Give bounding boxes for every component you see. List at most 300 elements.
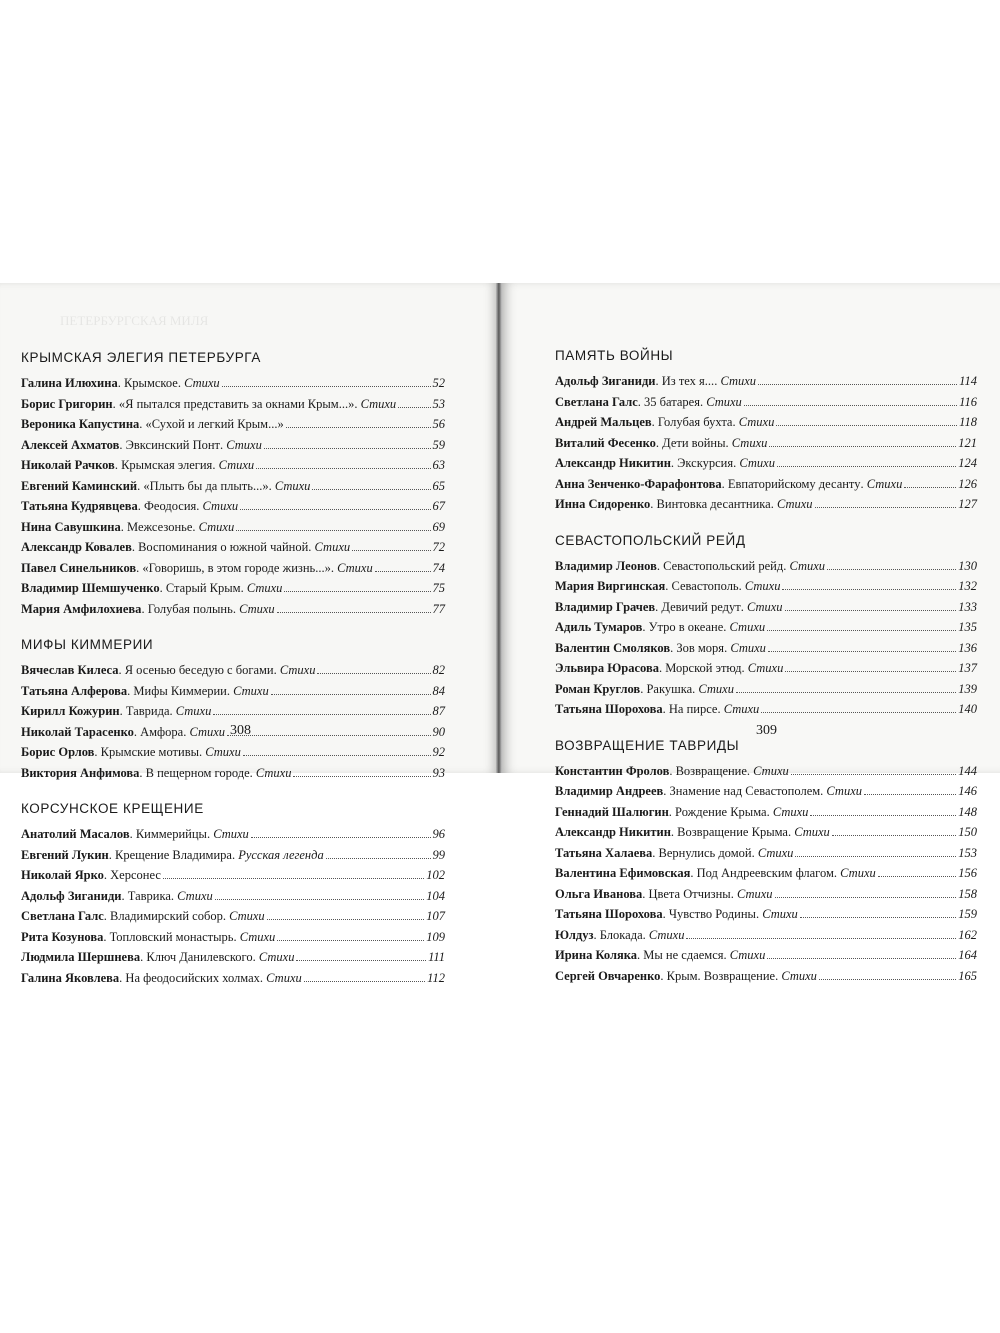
entry-title: Эвксинский Понт (125, 437, 221, 452)
dot-leader (251, 837, 431, 838)
entry-page-number: 159 (958, 907, 977, 921)
page-number-right: 309 (756, 723, 777, 738)
entry-genre: Стихи (258, 950, 295, 964)
toc-section (21, 800, 445, 991)
dot-leader (815, 507, 957, 508)
dot-leader (827, 569, 956, 570)
entry-title: Владимирский собор (110, 909, 223, 923)
entry-title: «Плыть бы да плыть...» (143, 478, 269, 493)
dot-leader (776, 425, 957, 426)
entry-genre: Стихи (266, 970, 302, 985)
entry-author: Константин Фролов (555, 763, 670, 778)
entry-title: Мы не сдаемся (643, 948, 724, 962)
entry-author: Алексей Ахматов (21, 437, 120, 452)
entry-title: Рождение Крыма (675, 804, 767, 819)
entry-genre: Стихи (866, 476, 903, 491)
dot-leader (767, 958, 956, 959)
entry-author: Ирина Коляка (555, 948, 638, 962)
dot-leader (795, 856, 956, 857)
entry-page-number: 153 (958, 845, 977, 860)
entry-page-number: 133 (958, 599, 977, 614)
entry-page-number: 127 (958, 497, 977, 511)
entry-genre: Стихи (274, 478, 311, 493)
toc-entry: Мария Виргинская . Севастополь . Стихи 132 (555, 579, 977, 593)
entry-genre: Стихи (337, 560, 373, 575)
toc-entry: Адольф Зиганиди . Таврика . Стихи 104 (21, 888, 445, 903)
dot-leader (293, 776, 430, 777)
entry-page-number: 118 (959, 415, 977, 429)
dot-leader (326, 858, 431, 859)
toc-entry: Виталий Фесенко . Дети войны . Стихи 121 (555, 435, 977, 450)
toc-entry: Андрей Мальцев . Голубая бухта . Стихи 118 (555, 415, 977, 429)
toc-entry: Ирина Коляка . Мы не сдаемся . Стихи 164 (555, 948, 977, 962)
entry-genre: Русская легенда (238, 847, 324, 862)
toc-section (555, 532, 977, 723)
entry-genre: Стихи (826, 784, 862, 798)
entry-title: Утро в океане (648, 620, 724, 634)
entry-genre: Стихи (205, 745, 241, 759)
entry-genre: Стихи (189, 724, 226, 739)
entry-page-number: 139 (958, 681, 977, 696)
dot-leader (277, 612, 431, 613)
entry-author: Эльвира Юрасова (555, 661, 659, 675)
entry-genre: Стихи (218, 458, 255, 472)
entry-genre: Стихи (314, 540, 351, 554)
toc-section (555, 347, 977, 518)
toc-entry: Владимир Грачев . Девичий редут . Стихи 133 (555, 599, 977, 614)
toc-entry: Геннадий Шалюгин . Рождение Крыма . Стихи 148 (555, 804, 977, 819)
entry-author: Адиль Тумаров (555, 620, 643, 634)
entry-page-number: 144 (958, 763, 977, 778)
entry-title: Евпаторийскому десанту (727, 476, 861, 491)
entry-author: Анатолий Масалов (21, 827, 130, 841)
entry-author: Галина Илюхина (21, 376, 118, 390)
section-title: СЕВАСТОПОЛЬСКИЙ РЕЙД (555, 532, 746, 548)
entry-title: Таврида (125, 704, 170, 718)
entry-author: Нина Савушкина (21, 519, 121, 534)
dot-leader (819, 979, 956, 980)
dot-leader (782, 589, 956, 590)
entry-page-number: 77 (432, 601, 445, 616)
entry-genre: Стихи (840, 866, 876, 880)
entry-genre: Стихи (729, 620, 766, 634)
dot-leader (878, 876, 957, 877)
entry-page-number: 137 (958, 661, 977, 675)
entry-genre: Стихи (746, 599, 783, 614)
entry-author: Александр Никитин (555, 825, 671, 839)
book-spread (0, 283, 1000, 985)
toc-entry: Татьяна Шорохова . Чувство Родины . Стихи 159 (555, 907, 977, 921)
entry-author: Татьяна Алферова (21, 683, 128, 698)
entry-author: Мария Виргинская (555, 579, 666, 593)
entry-page-number: 84 (432, 683, 445, 698)
toc-entry: Николай Ярко . Херсонес 102 (21, 868, 445, 882)
entry-title: Крымская элегия (121, 458, 213, 472)
entry-author: Павел Синельников (21, 560, 137, 575)
toc-entry: Владимир Леонов . Севастопольский рейд . Стихи 130 (555, 558, 977, 573)
entry-page-number: 63 (432, 458, 445, 472)
entry-genre: Стихи (213, 827, 249, 841)
entry-author: Борис Григорин (21, 396, 113, 411)
entry-genre: Стихи (736, 886, 773, 901)
entry-author: Виктория Анфимова (21, 765, 140, 780)
dot-leader (227, 735, 430, 736)
entry-page-number: 69 (432, 519, 445, 534)
section-title: ПАМЯТЬ ВОЙНЫ (555, 348, 674, 363)
entry-author: Людмила Шершнева (21, 950, 141, 964)
entry-page-number: 136 (958, 640, 977, 655)
dot-leader (243, 755, 431, 756)
dot-leader (213, 714, 430, 715)
entry-page-number: 52 (432, 376, 445, 390)
dot-leader (758, 384, 957, 385)
toc-entry: Борис Орлов . Крымские мотивы . Стихи 92 (21, 745, 445, 759)
dot-leader (904, 487, 956, 488)
entry-title: Киммерийцы (135, 827, 207, 841)
entry-genre: Стихи (184, 376, 220, 390)
dot-leader (398, 407, 430, 408)
entry-page-number: 53 (432, 396, 445, 411)
entry-title: Севастопольский рейд (663, 558, 784, 573)
toc-entry: Людмила Шершнева . Ключ Данилевского . Стихи 111 (21, 950, 445, 964)
entry-genre: Стихи (762, 907, 798, 921)
entry-genre: Стихи (723, 702, 760, 716)
entry-title: «Говоришь, в этом городе жизнь...» (142, 560, 331, 575)
entry-genre: Стихи (226, 437, 262, 452)
dot-leader (163, 878, 424, 879)
entry-author: Инна Сидоренко (555, 497, 651, 511)
entry-title: Херсонес (110, 868, 161, 882)
entry-author: Мария Амфилохиева (21, 601, 142, 616)
toc-entry: Николай Рачков . Крымская элегия . Стихи 63 (21, 458, 445, 472)
toc-entry: Александр Никитин . Возвращение Крыма . Стихи 150 (555, 825, 977, 839)
entry-page-number: 99 (432, 847, 445, 862)
toc-entry: Адиль Тумаров . Утро в океане . Стихи 135 (555, 620, 977, 634)
section-title: МИФЫ КИММЕРИИ (21, 637, 154, 652)
entry-title: «Я пытался представить за окнами Крым...» (118, 396, 355, 411)
toc-entry: Александр Ковалев . Воспоминания о южной чайной . Стихи 72 (21, 540, 445, 554)
dot-leader (800, 917, 956, 918)
entry-author: Владимир Грачев (555, 599, 656, 614)
entry-genre: Стихи (789, 558, 826, 573)
entry-page-number: 146 (958, 784, 977, 798)
entry-page-number: 72 (432, 540, 445, 554)
entry-title: Крымские мотивы (100, 745, 199, 759)
entry-page-number: 112 (427, 970, 445, 985)
toc-entry: Татьяна Кудрявцева . Феодосия . Стихи 67 (21, 499, 445, 513)
dot-leader (277, 940, 424, 941)
section-title: КОРСУНСКОЕ КРЕЩЕНИЕ (21, 801, 204, 816)
entry-title: Межсезонье (127, 519, 193, 534)
entry-page-number: 96 (432, 827, 445, 841)
dot-leader (832, 835, 956, 836)
entry-author: Вячеслав Килеса (21, 663, 119, 677)
toc-section (21, 636, 445, 786)
toc-entry: Галина Илюхина . Крымское . Стихи 52 (21, 376, 445, 390)
entry-genre: Стихи (747, 661, 784, 675)
entry-page-number: 156 (958, 866, 977, 880)
toc-entry: Сергей Овчаренко . Крым. Возвращение . Стихи 165 (555, 968, 977, 983)
entry-genre: Стихи (698, 681, 734, 696)
entry-title: В пещерном городе (145, 765, 250, 780)
entry-title: Винтовка десантника (656, 497, 771, 511)
entry-title: Крымское (123, 376, 178, 390)
toc-entry: Адольф Зиганиди . Из тех я... . Стихи 114 (555, 374, 977, 388)
toc-entry: Нина Савушкина . Межсезонье . Стихи 69 (21, 519, 445, 534)
entry-page-number: 135 (958, 620, 977, 634)
toc-entry: Валентина Ефимовская . Под Андреевским флагом . Стихи 156 (555, 866, 977, 880)
toc-entry: Рита Козунова . Топловский монастырь . Стихи 109 (21, 929, 445, 944)
dot-leader (767, 630, 956, 631)
entry-page-number: 65 (432, 478, 445, 493)
entry-title: Голубая полынь (147, 601, 233, 616)
dot-leader (240, 509, 430, 510)
entry-page-number: 90 (432, 724, 445, 739)
dot-leader (352, 550, 430, 551)
entry-author: Владимир Андреев (555, 784, 664, 798)
toc-entry: Владимир Андреев . Знамение над Севастополем . Стихи 146 (555, 784, 977, 798)
toc-entry: Вячеслав Килеса . Я осенью беседую с богами . Стихи 82 (21, 663, 445, 677)
entry-author: Роман Круглов (555, 681, 641, 696)
dot-leader (768, 651, 956, 652)
entry-page-number: 109 (426, 929, 445, 944)
entry-genre: Стихи (255, 765, 292, 780)
entry-author: Валентина Ефимовская (555, 866, 691, 880)
entry-title: Зов моря (676, 640, 725, 655)
dot-leader (236, 530, 430, 531)
entry-author: Валентин Смоляков (555, 640, 671, 655)
entry-page-number: 162 (958, 927, 977, 942)
entry-author: Владимир Леонов (555, 558, 657, 573)
entry-title: Крым. Возвращение (666, 968, 776, 983)
toc-entry: Роман Круглов . Ракушка . Стихи 139 (555, 681, 977, 696)
entry-author: Вероника Капустина (21, 417, 140, 431)
entry-author: Адольф Зиганиди (555, 374, 656, 388)
entry-title: Знамение над Севастополем (669, 784, 821, 798)
toc-entry: Борис Григорин . «Я пытался представить за окнами Крым...» . Стихи 53 (21, 396, 445, 411)
entry-genre: Стихи (739, 456, 775, 470)
entry-genre: Стихи (706, 394, 742, 409)
entry-genre: Стихи (776, 497, 813, 511)
entry-genre: Стихи (731, 435, 768, 450)
entry-page-number: 111 (428, 950, 445, 964)
entry-page-number: 150 (958, 825, 977, 839)
entry-title: Возвращение (675, 763, 747, 778)
toc-column-right (555, 347, 977, 1003)
entry-page-number: 130 (958, 558, 977, 573)
toc-entry: Юлдуз . Блокада . Стихи 162 (555, 927, 977, 942)
entry-title: Возвращение Крыма (677, 825, 788, 839)
entry-page-number: 158 (958, 886, 977, 901)
entry-title: «Сухой и легкий Крым...» (145, 417, 284, 431)
entry-genre: Стихи (730, 640, 766, 655)
toc-entry: Татьяна Шорохова . На пирсе . Стихи 140 (555, 702, 977, 716)
toc-entry: Анатолий Масалов . Киммерийцы . Стихи 96 (21, 827, 445, 841)
toc-entry: Виктория Анфимова . В пещерном городе . Стихи 93 (21, 765, 445, 780)
toc-entry: Валентин Смоляков . Зов моря . Стихи 136 (555, 640, 977, 655)
entry-author: Галина Яковлева (21, 970, 120, 985)
entry-genre: Стихи (175, 704, 212, 718)
entry-page-number: 75 (432, 581, 445, 595)
toc-entry: Николай Тарасенко . Амфора . Стихи 90 (21, 724, 445, 739)
toc-entry: Александр Никитин . Экскурсия . Стихи 124 (555, 456, 977, 470)
toc-section (555, 737, 977, 990)
entry-page-number: 165 (958, 968, 977, 983)
entry-title: На феодосийских холмах (125, 970, 260, 985)
entry-title: Воспоминания о южной чайной (138, 540, 309, 554)
entry-title: Блокада (599, 927, 643, 942)
dot-leader (769, 446, 956, 447)
dot-leader (791, 774, 956, 775)
entry-page-number: 104 (426, 888, 445, 903)
dot-leader (785, 671, 956, 672)
entry-title: Голубая бухта (657, 415, 733, 429)
entry-genre: Стихи (239, 601, 275, 616)
entry-author: Андрей Мальцев (555, 415, 652, 429)
entry-genre: Стихи (229, 909, 265, 923)
entry-title: Амфора (140, 724, 184, 739)
entry-page-number: 107 (426, 909, 445, 923)
toc-entry: Константин Фролов . Возвращение . Стихи 144 (555, 763, 977, 778)
entry-page-number: 114 (959, 374, 977, 388)
entry-title: Под Андреевским флагом (696, 866, 834, 880)
entry-genre: Стихи (279, 663, 316, 677)
entry-author: Анна Зенченко-Фарафонтова (555, 476, 722, 491)
toc-entry: Татьяна Алферова . Мифы Киммерии . Стихи 84 (21, 683, 445, 698)
toc-entry: Павел Синельников . «Говоришь, в этом городе жизнь...» . Стихи 74 (21, 560, 445, 575)
entry-page-number: 116 (959, 394, 977, 409)
entry-title: На пирсе (668, 702, 718, 716)
entry-page-number: 102 (426, 868, 445, 882)
entry-author: Адольф Зиганиди (21, 888, 122, 903)
section-title: ВОЗВРАЩЕНИЕ ТАВРИДЫ (555, 737, 740, 753)
entry-genre: Стихи (648, 927, 685, 942)
dot-leader (256, 468, 430, 469)
entry-page-number: 82 (432, 663, 445, 677)
entry-genre: Стихи (360, 396, 397, 411)
entry-page-number: 59 (432, 437, 445, 452)
entry-author: Евгений Лукин (21, 847, 109, 862)
entry-page-number: 93 (432, 765, 445, 780)
toc-entry: Инна Сидоренко . Винтовка десантника . Стихи 127 (555, 497, 977, 511)
toc-entry: Кирилл Кожурин . Таврида . Стихи 87 (21, 704, 445, 718)
dot-leader (864, 794, 956, 795)
entry-author: Борис Орлов (21, 745, 95, 759)
entry-genre: Стихи (198, 519, 235, 534)
dot-leader (284, 591, 430, 592)
section-title: КРЫМСКАЯ ЭЛЕГИЯ ПЕТЕРБУРГА (21, 350, 261, 365)
dot-leader (304, 981, 425, 982)
entry-author: Сергей Овчаренко (555, 968, 661, 983)
entry-title: Таврика (127, 888, 171, 903)
entry-title: 35 батарея (644, 394, 700, 409)
dot-leader (215, 899, 425, 900)
entry-genre: Стихи (794, 825, 830, 839)
toc-entry: Ольга Иванова . Цвета Отчизны . Стихи 158 (555, 886, 977, 901)
toc-entry: Галина Яковлева . На феодосийских холмах . Стихи 112 (21, 970, 445, 985)
dot-leader (777, 466, 956, 467)
dot-leader (744, 405, 957, 406)
dot-leader (686, 938, 956, 939)
entry-author: Светлана Галс (21, 909, 104, 923)
entry-author: Александр Никитин (555, 456, 671, 470)
dot-leader (810, 815, 956, 816)
entry-title: Севастополь (671, 579, 739, 593)
toc-entry: Вероника Капустина . «Сухой и легкий Крым...» 56 (21, 417, 445, 431)
dot-leader (286, 427, 431, 428)
dot-leader (264, 448, 431, 449)
entry-title: Дети войны (662, 435, 726, 450)
toc-entry: Владимир Шемшученко . Старый Крым . Стихи 75 (21, 581, 445, 595)
entry-author: Евгений Каминский (21, 478, 138, 493)
entry-author: Татьяна Шорохова (555, 907, 663, 921)
entry-genre: Стихи (753, 763, 789, 778)
entry-page-number: 67 (432, 499, 445, 513)
toc-entry: Алексей Ахматов . Эвксинский Понт . Стихи 59 (21, 437, 445, 452)
entry-author: Юлдуз (555, 927, 594, 942)
toc-entry: Светлана Галс . 35 батарея . Стихи 116 (555, 394, 977, 409)
entry-author: Николай Рачков (21, 458, 115, 472)
left-page (0, 283, 496, 985)
toc-entry: Мария Амфилохиева . Голубая полынь . Стихи 77 (21, 601, 445, 616)
entry-page-number: 132 (958, 579, 977, 593)
entry-author: Виталий Фесенко (555, 435, 656, 450)
entry-genre: Стихи (246, 581, 283, 595)
entry-page-number: 148 (958, 804, 977, 819)
entry-title: Топловский монастырь (109, 929, 234, 944)
entry-title: Вернулись домой (658, 845, 752, 860)
entry-author: Александр Ковалев (21, 540, 132, 554)
toc-entry: Анна Зенченко-Фарафонтова . Евпаторийскому десанту . Стихи 126 (555, 476, 977, 491)
toc-entry: Евгений Каминский . «Плыть бы да плыть...» . Стихи 65 (21, 478, 445, 493)
toc-entry: Татьяна Халаева . Вернулись домой . Стихи 153 (555, 845, 977, 860)
entry-title: Чувство Родины (668, 907, 756, 921)
entry-page-number: 92 (432, 745, 445, 759)
dot-leader (222, 386, 431, 387)
entry-genre: Стихи (233, 683, 269, 698)
entry-title: Крещение Владимира (115, 847, 232, 862)
entry-page-number: 121 (958, 435, 977, 450)
entry-page-number: 74 (432, 560, 445, 575)
toc-column-left (21, 349, 445, 1005)
page-number-left: 308 (230, 723, 251, 738)
dot-leader (271, 694, 431, 695)
entry-author: Татьяна Кудрявцева (21, 499, 138, 513)
entry-genre: Стихи (757, 845, 794, 860)
entry-author: Рита Козунова (21, 929, 104, 944)
entry-title: Ключ Данилевского (146, 950, 253, 964)
entry-title: Старый Крым (165, 581, 241, 595)
toc-entry: Евгений Лукин . Крещение Владимира . Русская легенда 99 (21, 847, 445, 862)
entry-title: Из тех я... (661, 374, 715, 388)
entry-author: Николай Ярко (21, 868, 104, 882)
dot-leader (775, 897, 957, 898)
dot-leader (761, 712, 956, 713)
entry-genre: Стихи (744, 579, 781, 593)
bleed-through-text: ПЕТЕРБУРГСКАЯ МИЛЯ (60, 313, 209, 328)
entry-title: Морской этюд (665, 661, 742, 675)
dot-leader (736, 692, 956, 693)
dot-leader (375, 571, 431, 572)
toc-entry: Эльвира Юрасова . Морской этюд . Стихи 137 (555, 661, 977, 675)
entry-genre: Стихи (202, 499, 239, 513)
dot-leader (785, 610, 957, 611)
entry-author: Геннадий Шалюгин (555, 804, 669, 819)
toc-section (21, 349, 445, 622)
entry-title: Экскурсия (677, 456, 734, 470)
entry-author: Николай Тарасенко (21, 724, 134, 739)
entry-page-number: 124 (958, 456, 977, 470)
